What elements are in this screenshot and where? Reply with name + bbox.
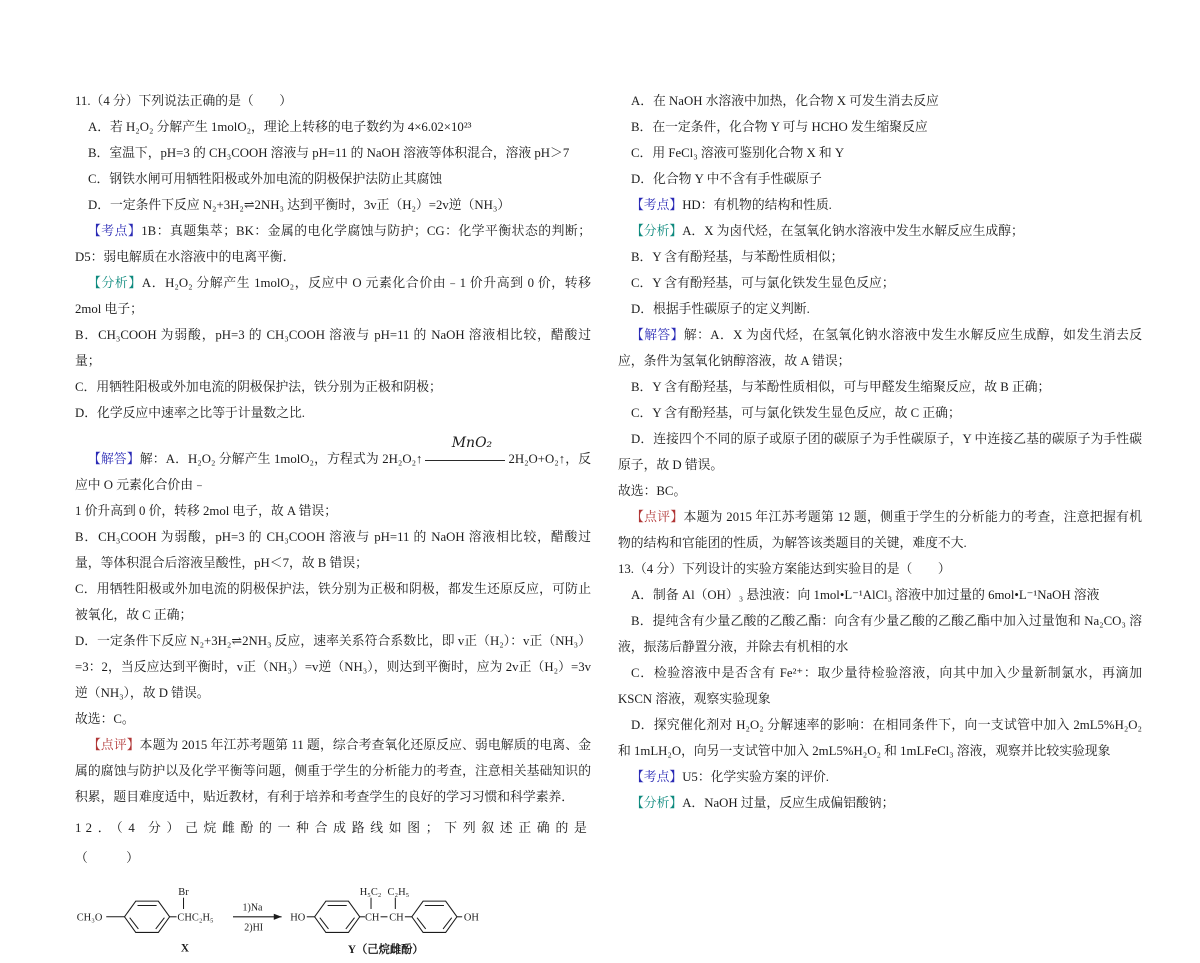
section-tag: 【分析】 bbox=[631, 224, 683, 238]
text-run: D．化学反应中速率之比等于计量数之比. bbox=[75, 406, 305, 420]
ethyl-right-label: C₂H₅ bbox=[387, 887, 410, 899]
text-run: C．Y 含有酚羟基，可与氯化铁发生显色反应，故 C 正确； bbox=[631, 406, 961, 420]
annotated-paragraph bbox=[618, 504, 1142, 556]
text-run: HD：有机物的结构和性质. bbox=[682, 198, 832, 212]
option-line bbox=[618, 582, 1142, 608]
option-line bbox=[618, 88, 1142, 114]
text-run: A．H₂O₂ 分解产生 1molO₂，反应中 O 元素化合价由﹣1 价升高到 0 价，转移 2mol 电子； bbox=[75, 276, 591, 316]
text-run: B．CH₃COOH 为弱酸，pH=3 的 CH₃COOH 溶液与 pH=11 的 NaOH 溶液相比较，醋酸过量； bbox=[75, 328, 591, 368]
body-paragraph bbox=[75, 400, 591, 426]
text-run: A．在 NaOH 水溶液中加热，化合物 X 可发生消去反应 bbox=[631, 94, 939, 108]
text-run: 13.（4 分）下列设计的实验方案能达到实验目的是（ ） bbox=[618, 562, 951, 576]
option-line bbox=[618, 712, 1142, 764]
question-stem bbox=[75, 813, 591, 873]
text-run: C．钢铁水闸可用牺牲阳极或外加电流的阴极保护法防止其腐蚀 bbox=[88, 172, 443, 186]
annotated-paragraph bbox=[75, 270, 591, 322]
arrow-bar bbox=[425, 460, 505, 461]
annotated-paragraph bbox=[75, 218, 591, 270]
question-stem bbox=[618, 556, 1142, 582]
annotated-paragraph bbox=[618, 790, 1142, 816]
section-tag: 【分析】 bbox=[88, 276, 142, 290]
right-column bbox=[618, 88, 1142, 816]
text-run: 本题为 2015 年江苏考题第 12 题，侧重于学生的分析能力的考查，注意把握有机物的结构和官能团的性质，为解答该类题目的关键，难度不大. bbox=[618, 510, 1143, 550]
text-run: C．用 FeCl₃ 溶液可鉴别化合物 X 和 Y bbox=[631, 146, 845, 160]
text-run: B．Y 含有酚羟基，与苯酚性质相似； bbox=[631, 250, 844, 264]
option-line bbox=[618, 166, 1142, 192]
annotated-paragraph bbox=[75, 426, 591, 498]
benzene-ring bbox=[315, 901, 360, 932]
reagent-step2-label: 2)HI bbox=[244, 922, 264, 934]
section-tag: 【考点】 bbox=[88, 224, 142, 238]
section-tag: 【考点】 bbox=[631, 770, 683, 784]
methoxy-group-label: CH₃O bbox=[76, 912, 103, 924]
option-line bbox=[618, 400, 1142, 426]
compound-x-caption: X bbox=[180, 942, 190, 955]
text-run: 1 价升高到 0 价，转移 2mol 电子，故 A 错误； bbox=[75, 504, 337, 518]
text-run: B．室温下，pH=3 的 CH₃COOH 溶液与 pH=11 的 NaOH 溶液等体积混合，溶液 pH＞7 bbox=[88, 146, 570, 160]
option-line bbox=[618, 114, 1142, 140]
section-tag: 【点评】 bbox=[88, 738, 140, 752]
option-line bbox=[618, 426, 1142, 478]
text-run: D．一定条件下反应 N₂+3H₂⇌2NH₃ 达到平衡时，3v正（H₂）=2v逆（NH₃） bbox=[88, 198, 511, 212]
body-paragraph bbox=[75, 322, 591, 374]
annotated-paragraph bbox=[618, 322, 1142, 374]
option-line bbox=[618, 296, 1142, 322]
text-run: B．提纯含有少量乙酸的乙酸乙酯：向含有少量乙酸的乙酸乙酯中加入过量饱和 Na₂CO₃ 溶液，振荡后静置分液，并除去有机相的水 bbox=[618, 614, 1142, 654]
text-run: 12．（4 分）己烷雌酚的一种合成路线如图；下列叙述正确的是（ ） bbox=[75, 821, 591, 865]
text-run: C．检验溶液中是否含有 Fe²⁺：取少量待检验溶液，向其中加入少量新制氯水，再滴加 KSCN 溶液，观察实验现象 bbox=[618, 666, 1142, 706]
text-run: B．Y 含有酚羟基，与苯酚性质相似，可与甲醛发生缩聚反应，故 B 正确； bbox=[631, 380, 1051, 394]
text-run: 故选：C。 bbox=[75, 712, 135, 726]
ethyl-left-label: H₅C₂ bbox=[359, 887, 382, 899]
option-line bbox=[75, 192, 591, 218]
text-run: D．根据手性碳原子的定义判断. bbox=[631, 302, 810, 316]
section-tag: 【解答】 bbox=[631, 328, 684, 342]
text-run: B．在一定条件，化合物 Y 可与 HCHO 发生缩聚反应 bbox=[631, 120, 928, 134]
option-line bbox=[75, 166, 591, 192]
text-run: C．用牺牲阳极或外加电流的阴极保护法，铁分别为正极和阴极； bbox=[75, 380, 442, 394]
text-run: B．CH₃COOH 为弱酸，pH=3 的 CH₃COOH 溶液与 pH=11 的 NaOH 溶液相比较，醋酸过量，等体积混合后溶液呈酸性，pH＜7，故 B 错误； bbox=[75, 530, 591, 570]
text-run: D．化合物 Y 中不含有手性碳原子 bbox=[631, 172, 822, 186]
arrowhead bbox=[274, 914, 282, 920]
chain-label: CHC₂H₅ bbox=[177, 912, 214, 924]
annotated-paragraph bbox=[618, 218, 1142, 244]
section-tag: 【分析】 bbox=[631, 796, 683, 810]
catalyst-label: MnO₂ bbox=[451, 435, 493, 451]
option-line bbox=[618, 608, 1142, 660]
body-paragraph bbox=[75, 524, 591, 576]
equation-post-text: 2H₂O+O₂↑，反应中 O 元素化合价由﹣ bbox=[75, 452, 591, 492]
equation-pre-text: 解：A．H₂O₂ 分解产生 1molO₂，方程式为 2H₂O₂↑ bbox=[139, 452, 423, 466]
text-run: C．Y 含有酚羟基，可与氯化铁发生显色反应； bbox=[631, 276, 895, 290]
text-run: D．探究催化剂对 H₂O₂ 分解速率的影响：在相同条件下，向一支试管中加入 2mL5%H₂O₂ 和 1mLH₂O，向另一支试管中加入 2mL5%H₂O₂ 和 1mLFeCl₃ 溶液，观察并比较实验现象 bbox=[618, 718, 1142, 758]
option-line bbox=[618, 660, 1142, 712]
synthesis-route-figure bbox=[75, 881, 591, 963]
hydroxy-right-label: OH bbox=[463, 912, 479, 924]
body-paragraph bbox=[75, 628, 591, 706]
bromine-label: Br bbox=[178, 887, 189, 899]
annotated-paragraph bbox=[618, 764, 1142, 790]
body-paragraph bbox=[75, 498, 591, 524]
body-paragraph bbox=[75, 374, 591, 400]
section-tag: 【考点】 bbox=[631, 198, 683, 212]
structure-diagram bbox=[75, 881, 483, 963]
annotated-paragraph bbox=[618, 192, 1142, 218]
text-run: 11.（4 分）下列说法正确的是（ ） bbox=[75, 94, 293, 108]
body-paragraph bbox=[618, 478, 1142, 504]
option-line bbox=[618, 140, 1142, 166]
section-tag: 【解答】 bbox=[88, 452, 140, 466]
body-paragraph bbox=[75, 706, 591, 732]
ch-right-label: CH bbox=[389, 912, 404, 924]
benzene-ring bbox=[412, 901, 457, 932]
reagent-step1-label: 1)Na bbox=[242, 902, 263, 914]
text-run: 故选：BC。 bbox=[618, 484, 687, 498]
text-run: A．X 为卤代烃，在氢氧化钠水溶液中发生水解反应生成醇； bbox=[682, 224, 1024, 238]
option-line bbox=[618, 374, 1142, 400]
option-line bbox=[75, 114, 591, 140]
benzene-ring bbox=[124, 901, 169, 932]
body-paragraph bbox=[75, 576, 591, 628]
text-run: A．NaOH 过量，反应生成偏铝酸钠； bbox=[682, 796, 895, 810]
text-run: 1B：真题集萃；BK：金属的电化学腐蚀与防护；CG：化学平衡状态的判断；D5：弱电解质在水溶液中的电离平衡． bbox=[75, 224, 592, 264]
text-run: D．一定条件下反应 N₂+3H₂⇌2NH₃ 反应，速率关系符合系数比，即 v正（H₂）：v正（NH₃）=3：2，当反应达到平衡时，v正（NH₃）=v逆（NH₃），则达到平衡时，应为 2v正（H₂）=3v逆（NH₃），故 D 错误。 bbox=[75, 634, 591, 700]
annotated-paragraph bbox=[75, 732, 591, 810]
left-column bbox=[75, 88, 591, 963]
option-line bbox=[75, 140, 591, 166]
text-run: U5：化学实验方案的评价. bbox=[682, 770, 829, 784]
text-run: C．用牺牲阳极或外加电流的阴极保护法，铁分别为正极和阴极，都发生还原反应，可防止被氧化，故 C 正确； bbox=[75, 582, 591, 622]
question-stem bbox=[75, 88, 591, 114]
text-run: A．若 H₂O₂ 分解产生 1molO₂，理论上转移的电子数约为 4×6.02×10²³ bbox=[88, 120, 472, 134]
reaction-condition-arrow bbox=[422, 435, 508, 463]
text-run: 解：A．X 为卤代烃，在氢氧化钠水溶液中发生水解反应生成醇，如发生消去反应，条件为氢氧化钠醇溶液，故 A 错误； bbox=[618, 328, 1143, 368]
hydroxy-left-label: HO bbox=[290, 912, 306, 924]
option-line bbox=[618, 270, 1142, 296]
ch-left-label: CH bbox=[364, 912, 380, 924]
compound-y-caption: Y（己烷雌酚） bbox=[347, 944, 424, 957]
left-text-blocks bbox=[75, 88, 591, 873]
right-text-blocks bbox=[618, 88, 1142, 816]
text-run: 本题为 2015 年江苏考题第 11 题，综合考查氧化还原反应、弱电解质的电离、金属的腐蚀与防护以及化学平衡等问题，侧重于学生的分析能力的考查，注意相关基础知识的积累，题目难度适中，贴近教材，有利于培养和考查学生的良好的学习习惯和科学素养． bbox=[75, 738, 592, 804]
option-line bbox=[618, 244, 1142, 270]
text-run: A．制备 Al（OH）₃ 悬浊液：向 1mol•L⁻¹AlCl₃ 溶液中加过量的 6mol•L⁻¹NaOH 溶液 bbox=[631, 588, 1100, 602]
section-tag: 【点评】 bbox=[631, 510, 684, 524]
text-run: D．连接四个不同的原子或原子团的碳原子为手性碳原子，Y 中连接乙基的碳原子为手性碳原子，故 D 错误。 bbox=[618, 432, 1142, 472]
